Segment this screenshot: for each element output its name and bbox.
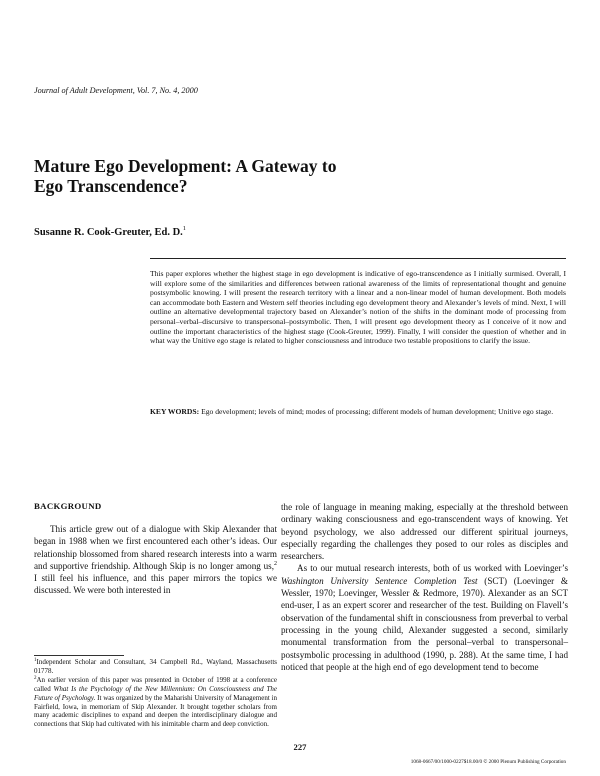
paragraph: the role of language in meaning making, especially at the threshold between ordinary waking consciousness and ego-transcendent ways of knowing. Yet beyond psychology, we also addressed our different spiritual journeys, especially regarding the challenges they posed to our roles as disciples and researchers. bbox=[281, 502, 568, 562]
abstract: This paper explores whether the highest stage in ego development is indicative of ego-transcendence as I initially surmised. Overall, I will explore some of the similarities and differences between rational awareness of the limits of representational thought and genuine postsymbolic knowing. I will present the research territory with a linear and a non-linear model of human development. Both models can accommodate both Eastern and Western self theories including ego development theory and Alexander’s levels of mind. Next, I will outline an alternative developmental trajectory based on Alexander’s notion of the shifts in the dominant mode of processing from personal–verbal–discursive to transpersonal–postsymbolic. Then, I will present ego development theory as I conceive of it now and outline the important characteristics of the highest stage (Cook-Greuter, 1999). Finally, I will consider the question of whether and in what way the Unitive ego stage is related to higher consciousness and introduce two testable propositions to clarify the issue. bbox=[150, 269, 566, 346]
title-line-1: Mature Ego Development: A Gateway to bbox=[34, 156, 337, 176]
abstract-divider bbox=[150, 258, 566, 259]
title-line-2: Ego Transcendence? bbox=[34, 176, 188, 196]
keywords-text: Ego development; levels of mind; modes of processing; different models of human development; Unitive ego stage. bbox=[201, 407, 554, 416]
keywords bbox=[150, 407, 566, 417]
paragraph-text: (SCT) (Loevinger & Wessler, 1970; Loevinger, Wessler & Redmore, 1970). Alexander as an SCT end-user, I as an expert scorer and researcher of the test. Building on Flavell’s observation of the fundamental shift in consciousness from preverbal to verbal processing in the young child, Alexander suggested a second, similarly monumental transformation from the personal–verbal to transpersonal–postsymbolic processing in adulthood (1990, p. 288). At the same time, I had noticed that people at the high end of ego development tend to become bbox=[281, 575, 568, 672]
keywords-label: KEY WORDS: bbox=[150, 407, 200, 416]
footnote-1 bbox=[34, 658, 277, 676]
journal-citation: Journal of Adult Development, Vol. 7, No. 4, 2000 bbox=[34, 86, 198, 95]
paragraph-text: As to our mutual research interests, both of us worked with Loevinger’s bbox=[297, 563, 568, 574]
footnotes bbox=[34, 658, 277, 729]
paragraph bbox=[34, 523, 277, 597]
copyright-line: 1068-0667/00/1000-0227$18.00/0 © 2000 Plenum Publishing Corporation bbox=[410, 759, 566, 765]
paragraph-text: This article grew out of a dialogue with Skip Alexander that began in 1988 when we first encountered each other’s ideas. Our relationship blossomed from shared research interests into a warm and supportive friendship. Although Skip is no longer among us, bbox=[34, 524, 277, 571]
footnote-1-text: Independent Scholar and Consultant, 34 Campbell Rd., Wayland, Massachusetts 01778. bbox=[34, 658, 277, 675]
paper-title bbox=[34, 156, 414, 196]
author-text: Susanne R. Cook-Greuter, Ed. D. bbox=[34, 227, 183, 238]
footnote-2-text: An earlier version of this paper was presented in October of 1998 at a conference called bbox=[34, 675, 277, 693]
conference-title: What Is the Psychology of the New Millennium: On Consciousness and The Future of Psychology. bbox=[34, 684, 277, 702]
footnote-2-mark: 2 bbox=[34, 675, 37, 681]
footnote-divider bbox=[34, 655, 124, 656]
author-footnote-mark[interactable]: 1 bbox=[182, 225, 187, 232]
body-column-right bbox=[281, 501, 568, 673]
test-title: Washington University Sentence Completion Test bbox=[281, 575, 478, 586]
paragraph bbox=[281, 562, 568, 673]
footnote-mark[interactable]: 2 bbox=[274, 560, 277, 567]
author-name bbox=[34, 225, 186, 238]
paragraph-text: I still feel his influence, and this paper mirrors the topics we discussed. We were both interested in bbox=[34, 573, 277, 596]
footnote-2 bbox=[34, 676, 277, 729]
body-column-left bbox=[34, 523, 277, 597]
footnote-1-mark: 1 bbox=[34, 658, 37, 663]
section-heading: BACKGROUND bbox=[34, 501, 102, 511]
page-number: 227 bbox=[293, 742, 307, 752]
footnote-2-text-end: It was organized by the Maharishi University of Management in Fairfield, Iowa, in memoriam of Skip Alexander. It brought together scholars from many academic disciplines to expand and deepen the interdisciplinary dialogue and connections that Skip had cultivated with his inimitable charm and deep conviction. bbox=[34, 693, 277, 729]
